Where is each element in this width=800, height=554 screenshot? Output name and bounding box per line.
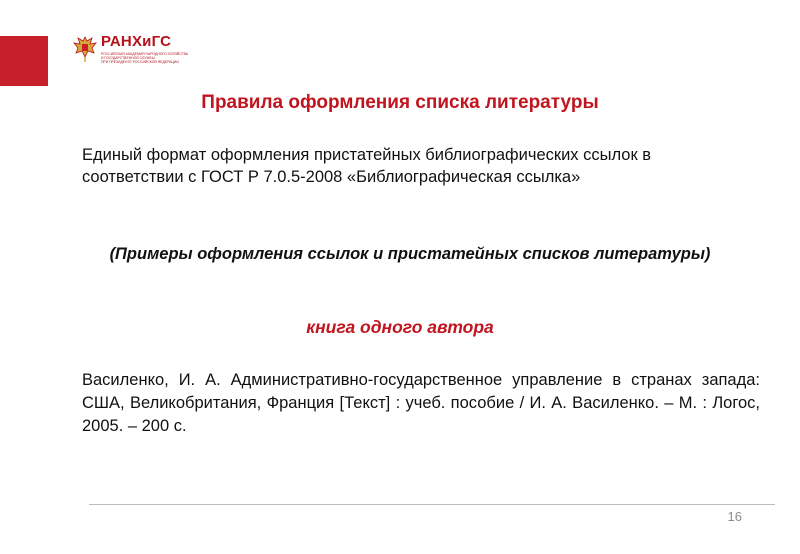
reference-entry: Василенко, И. А. Административно-государственное управление в странах запада: США, Великобритания, Франция [Текст] : учеб. пособие / И. А. Василенко. – М. : Логос, 2005. – 200 с. xyxy=(82,371,760,435)
ranepa-logo xyxy=(73,34,188,64)
logo-name: РАНХиГС xyxy=(101,33,172,50)
page-number: 16 xyxy=(727,509,742,524)
logo-caption-line: РОССИЙСКАЯ АКАДЕМИЯ НАРОДНОГО ХОЗЯЙСТВА xyxy=(101,52,189,56)
intro-paragraph: Единый формат оформления пристатейных библиографических ссылок в соответствии с ГОСТ Р 7.0.5-2008 «Библиографическая ссылка» xyxy=(82,146,652,186)
eagle-emblem-icon xyxy=(73,35,97,63)
section-subheading: книга одного автора xyxy=(306,317,494,337)
logo-caption xyxy=(101,52,188,64)
red-accent-tab xyxy=(0,36,48,86)
slide-title: Правила оформления списка литературы xyxy=(201,92,599,113)
logo-caption-line: И ГОСУДАРСТВЕННОЙ СЛУЖБЫ xyxy=(101,56,155,60)
logo-caption-line: ПРИ ПРЕЗИДЕНТЕ РОССИЙСКОЙ ФЕДЕРАЦИИ xyxy=(101,60,179,64)
examples-note: (Примеры оформления ссылок и пристатейных списков литературы) xyxy=(109,245,711,263)
footer-divider xyxy=(89,504,775,505)
